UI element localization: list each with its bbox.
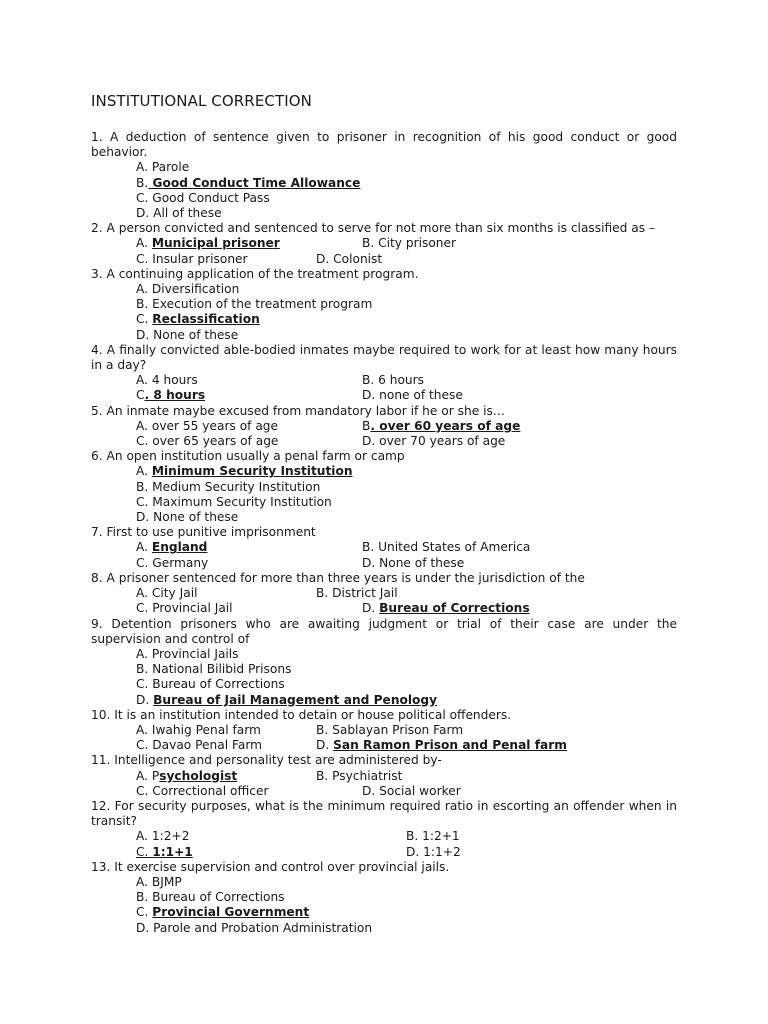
correct-answer: Bureau of Jail Management and Penology xyxy=(153,692,438,707)
option-b: B. Medium Security Institution xyxy=(136,479,321,494)
option-d: D. Social worker xyxy=(362,783,461,798)
correct-answer: England xyxy=(151,540,208,555)
question-stem: 11. Intelligence and personality test are administered by- xyxy=(91,753,442,768)
question-12 xyxy=(91,799,677,860)
question-8 xyxy=(91,571,677,617)
question-11 xyxy=(91,753,677,799)
option-row xyxy=(91,601,677,616)
option-row xyxy=(91,419,677,434)
question-stem: 5. An inmate maybe excused from mandatory labor if he or she is… xyxy=(91,403,505,418)
question-4 xyxy=(91,343,677,404)
correct-answer: . over 60 years of age xyxy=(370,418,521,433)
option-c: C. Insular prisoner xyxy=(136,251,248,266)
option-row xyxy=(91,829,677,844)
option-c xyxy=(136,388,362,403)
question-stem: 7. First to use punitive imprisonment xyxy=(91,525,316,540)
question-5 xyxy=(91,404,677,450)
option-row xyxy=(91,784,677,799)
option-a: A. Diversification xyxy=(136,282,240,297)
correct-answer: Municipal prisoner xyxy=(151,236,280,251)
option-d: D. None of these xyxy=(136,327,239,342)
option-prefix: D. xyxy=(316,738,334,753)
option-c xyxy=(91,312,677,327)
option-b: B. 1:2+1 xyxy=(406,829,460,844)
option-a xyxy=(91,464,677,479)
option-c: C. Good Conduct Pass xyxy=(136,190,270,205)
option-d: D. 1:1+2 xyxy=(406,844,461,859)
option-prefix: D. xyxy=(362,601,380,616)
option-b xyxy=(91,176,677,191)
option-prefix: C. xyxy=(136,844,153,859)
correct-answer: sychologist xyxy=(159,768,238,783)
option-row xyxy=(91,845,677,860)
option-b: B. Psychiatrist xyxy=(316,768,403,783)
option-prefix: C. xyxy=(136,905,153,920)
option-d: D. All of these xyxy=(136,206,222,221)
question-stem: 6. An open institution usually a penal farm or camp xyxy=(91,449,405,464)
correct-answer: San Ramon Prison and Penal farm xyxy=(333,738,567,753)
question-1 xyxy=(91,130,677,221)
option-row xyxy=(91,556,677,571)
option-a: A. BJMP xyxy=(136,874,182,889)
option-a: A. Parole xyxy=(136,160,190,175)
option-row xyxy=(91,388,677,403)
option-a: A. 4 hours xyxy=(136,373,198,388)
option-prefix: C. xyxy=(136,312,153,327)
question-stem: 1. A deduction of sentence given to prisoner in recognition of his good conduct or good behavior. xyxy=(91,130,677,160)
question-6 xyxy=(91,449,677,525)
question-stem: 3. A continuing application of the treatment program. xyxy=(91,266,419,281)
option-d xyxy=(362,601,530,616)
question-7 xyxy=(91,525,677,571)
question-3 xyxy=(91,267,677,343)
option-b: B. 6 hours xyxy=(362,373,425,388)
question-10 xyxy=(91,708,677,754)
option-row xyxy=(91,540,677,555)
option-a xyxy=(136,769,316,784)
option-d: D. over 70 years of age xyxy=(362,434,506,449)
question-13 xyxy=(91,860,677,936)
question-stem: 2. A person convicted and sentenced to serve for not more than six months is classified as – xyxy=(91,221,656,236)
option-prefix: A. xyxy=(136,540,152,555)
option-b: B. Bureau of Corrections xyxy=(136,890,285,905)
option-c xyxy=(136,845,406,860)
option-a xyxy=(136,236,362,251)
option-a: A. Iwahig Penal farm xyxy=(136,722,261,737)
option-d xyxy=(316,738,567,753)
question-stem: 4. A finally convicted able-bodied inmates maybe required to work for at least how many hours in a day? xyxy=(91,342,677,373)
question-2 xyxy=(91,221,677,267)
option-a: A. over 55 years of age xyxy=(136,418,279,433)
option-d: D. none of these xyxy=(362,388,463,403)
option-row xyxy=(91,434,677,449)
option-prefix: A. xyxy=(136,464,152,479)
option-c: C. Correctional officer xyxy=(136,783,269,798)
option-b: B. City prisoner xyxy=(362,236,457,251)
option-row xyxy=(91,769,677,784)
option-a: A. 1:2+2 xyxy=(136,829,190,844)
option-d: D. None of these xyxy=(362,555,465,570)
correct-answer: 1:1+1 xyxy=(152,844,193,859)
option-d: D. None of these xyxy=(136,510,239,525)
document-title: INSTITUTIONAL CORRECTION xyxy=(91,92,312,110)
option-row xyxy=(91,252,677,267)
option-c: C. Provincial Jail xyxy=(136,601,233,616)
document-page xyxy=(91,92,677,936)
option-c: C. Bureau of Corrections xyxy=(136,677,285,692)
option-c: C. Davao Penal Farm xyxy=(136,738,263,753)
option-prefix: C xyxy=(136,388,145,403)
option-row xyxy=(91,236,677,251)
option-b: B. National Bilibid Prisons xyxy=(136,662,292,677)
option-d: D. Colonist xyxy=(316,251,383,266)
option-b: B. United States of America xyxy=(362,540,531,555)
option-d xyxy=(91,693,677,708)
option-a: A. Provincial Jails xyxy=(136,646,239,661)
correct-answer: . 8 hours xyxy=(144,388,206,403)
correct-answer: Minimum Security Institution xyxy=(151,464,353,479)
option-c: C. over 65 years of age xyxy=(136,434,279,449)
correct-answer: Reclassification xyxy=(152,312,260,327)
option-row xyxy=(91,586,677,601)
option-c: C. Maximum Security Institution xyxy=(136,494,332,509)
option-prefix: B xyxy=(362,418,371,433)
option-d: D. Parole and Probation Administration xyxy=(136,920,373,935)
option-a xyxy=(136,540,362,555)
option-b: B. Execution of the treatment program xyxy=(136,297,373,312)
option-c: C. Germany xyxy=(136,555,209,570)
option-prefix: A. xyxy=(136,236,152,251)
option-c xyxy=(91,905,677,920)
option-b xyxy=(362,419,520,434)
correct-answer: Provincial Government xyxy=(152,905,310,920)
question-stem: 9. Detention prisoners who are awaiting judgment or trial of their case are under the supervision and control of xyxy=(91,616,677,646)
option-prefix: A. P xyxy=(136,768,160,783)
option-row xyxy=(91,738,677,753)
option-prefix: B. xyxy=(136,175,149,190)
option-b: B. Sablayan Prison Farm xyxy=(316,722,464,737)
option-a: A. City Jail xyxy=(136,586,198,601)
question-stem: 10. It is an institution intended to detain or house political offenders. xyxy=(91,707,512,722)
option-row xyxy=(91,723,677,738)
question-stem: 12. For security purposes, what is the minimum required ratio in escorting an offender when in transit? xyxy=(91,798,677,829)
correct-answer: Bureau of Corrections xyxy=(379,601,530,616)
option-b: B. District Jail xyxy=(316,586,398,601)
option-prefix: D. xyxy=(136,692,154,707)
question-stem: 13. It exercise supervision and control over provincial jails. xyxy=(91,859,450,874)
option-row xyxy=(91,373,677,388)
question-stem: 8. A prisoner sentenced for more than three years is under the jurisdiction of the xyxy=(91,570,585,585)
correct-answer: Good Conduct Time Allowance xyxy=(148,175,361,190)
question-9 xyxy=(91,617,677,708)
